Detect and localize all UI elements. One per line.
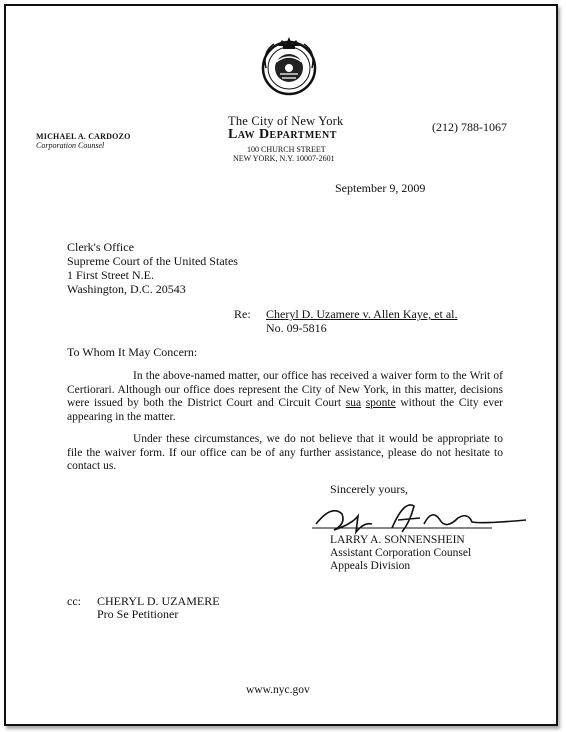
case-title: Cheryl D. Uzamere v. Allen Kaye, et al. [266, 307, 458, 321]
re-label: Re: [234, 307, 251, 321]
signer-name: LARRY A. SONNENSHEIN [330, 534, 465, 546]
recipient-line-4: Washington, D.C. 20543 [67, 282, 186, 296]
recipient-line-1: Clerk's Office [67, 240, 134, 254]
case-number: No. 09-5816 [266, 321, 327, 335]
footer-website: www.nyc.gov [246, 684, 310, 696]
nyc-seal-icon [256, 32, 322, 98]
department-name: Law Department [228, 127, 337, 142]
recipient-line-3: 1 First Street N.E. [67, 268, 154, 282]
signer-division: Appeals Division [330, 560, 411, 572]
counsel-name: MICHAEL A. CARDOZO [36, 132, 131, 141]
signer-title: Assistant Corporation Counsel [330, 547, 472, 559]
city-name: The City of New York [228, 114, 344, 128]
phone-number: (212) 788-1067 [432, 120, 507, 134]
body-paragraph-1: In the above-named matter, our office has received a waiver form to the Writ of Certiorari. Although our office does represent the City of New York, in this matter, decisions were issued by both the District Court and Circuit Court sua sponte without the City ever appearing in the matter. [67, 370, 504, 423]
letter-date: September 9, 2009 [335, 181, 426, 195]
letter-page [4, 4, 558, 726]
recipient-line-2: Supreme Court of the United States [67, 254, 238, 268]
salutation: To Whom It May Concern: [67, 345, 198, 359]
counsel-title: Corporation Counsel [36, 141, 105, 150]
body-paragraph-2: Under these circumstances, we do not believe that it would be appropriate to file the waiver form. If our office can be of any further assistance, please do not hesitate to contact us. [67, 433, 503, 472]
cc-label: cc: [67, 594, 81, 608]
cc-role: Pro Se Petitioner [97, 607, 179, 621]
city-address: NEW YORK, N.Y. 10007-2601 [233, 154, 335, 163]
street-address: 100 CHURCH STREET [247, 145, 326, 154]
closing-sincerely: Sincerely yours, [330, 482, 408, 496]
cc-name: CHERYL D. UZAMERE [97, 594, 220, 608]
